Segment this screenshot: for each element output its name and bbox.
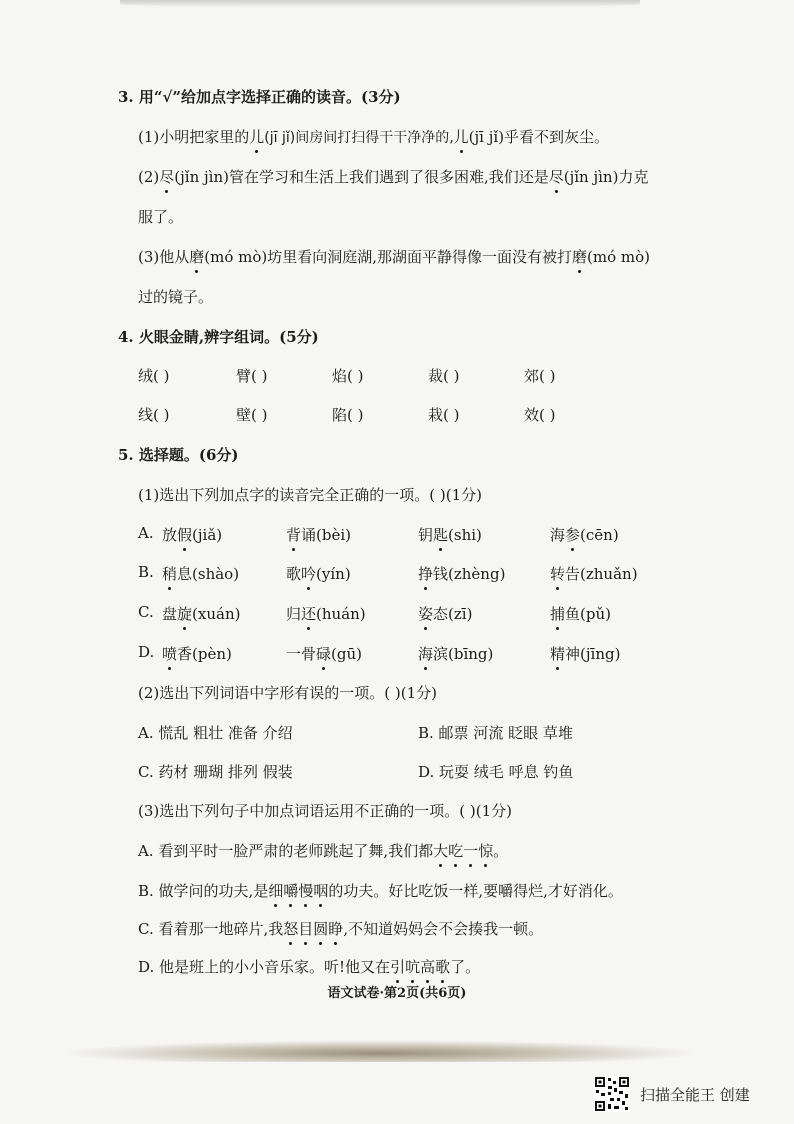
q5-part2-option: A. 慌乱 粗壮 准备 介绍	[138, 724, 293, 742]
scanner-watermark	[594, 1076, 784, 1112]
q5-part3-prompt: (3)选出下列句子中加点词语运用不正确的一项。( )(1分)	[138, 802, 512, 820]
q4-row2-item: 线( )	[138, 406, 170, 424]
q4-row1-item: 郊( )	[524, 367, 556, 385]
q5-part1-option-item: 精神(jīng)	[550, 645, 621, 663]
q5-part2-prompt: (2)选出下列词语中字形有误的一项。( )(1分)	[138, 684, 437, 702]
q5-part1-option-label: D.	[138, 643, 155, 661]
q5-part1-option-item: 放假(jiǎ)	[162, 526, 223, 544]
q4-row1-item: 臂( )	[236, 367, 268, 385]
q4-title: 4. 火眼金睛,辨字组词。(5分)	[118, 328, 319, 346]
qr-code-icon	[594, 1076, 630, 1112]
q5-part3-option-a: A. 看到平时一脸严肃的老师跳起了舞,我们都大吃一惊。	[138, 842, 509, 860]
q5-part2-option: D. 玩耍 绒毛 呼息 钓鱼	[418, 763, 574, 781]
q5-part3-option-d: D. 他是班上的小小音乐家。听!他又在引吭高歌了。	[138, 958, 481, 976]
q5-part1-option-item: 挣钱(zhèng)	[418, 565, 506, 583]
q5-part1-prompt: (1)选出下列加点字的读音完全正确的一项。( )(1分)	[138, 486, 482, 504]
q3-sentence-2: (2)尽(jǐn jìn)管在学习和生活上我们遇到了很多困难,我们还是尽(jǐn jìn)力克	[138, 168, 649, 186]
q5-part1-option-item: 转告(zhuǎn)	[550, 565, 638, 583]
q5-part1-option-item: 钥匙(shi)	[418, 526, 482, 544]
q5-part1-option-item: 稍息(shào)	[162, 565, 240, 583]
q5-part1-option-label: A.	[138, 524, 154, 542]
q4-row2-item: 陷( )	[332, 406, 364, 424]
q5-part1-option-item: 一骨碌(gū)	[286, 645, 362, 663]
q4-row2-item: 壁( )	[236, 406, 268, 424]
q5-part1-option-item: 捕鱼(pǔ)	[550, 605, 611, 623]
q5-part1-option-item: 歌吟(yín)	[286, 565, 351, 583]
q3-sentence-3: (3)他从磨(mó mò)坊里看向洞庭湖,那湖面平静得像一面没有被打磨(mó mò)	[138, 248, 651, 266]
q3-title: 3. 用“√”给加点字选择正确的读音。(3分)	[118, 88, 401, 106]
q5-title: 5. 选择题。(6分)	[118, 446, 239, 464]
q5-part1-option-item: 喷香(pèn)	[162, 645, 232, 663]
q4-row1-item: 绒( )	[138, 367, 170, 385]
q3-sentence-1: (1)小明把家里的儿(jī jǐ)间房间打扫得干干净净的,儿(jī jǐ)乎看不到灰尘。	[138, 128, 610, 146]
q5-part1-option-item: 盘旋(xuán)	[162, 605, 241, 623]
q5-part1-option-item: 背诵(bèi)	[286, 526, 351, 544]
q5-part1-option-label: B.	[138, 563, 154, 581]
q5-part3-option-b: B. 做学问的功夫,是细嚼慢咽的功夫。好比吃饭一样,要嚼得烂,才好消化。	[138, 882, 623, 900]
q4-row1-item: 裁( )	[428, 367, 460, 385]
q4-row1-item: 焰( )	[332, 367, 364, 385]
q5-part1-option-label: C.	[138, 603, 154, 621]
scanner-brand-text: 扫描全能王 创建	[640, 1086, 750, 1104]
q5-part2-option: C. 药材 珊瑚 排列 假装	[138, 763, 293, 781]
q5-part3-option-c: C. 看着那一地碎片,我怒目圆睁,不知道妈妈会不会揍我一顿。	[138, 920, 544, 938]
q5-part1-option-item: 海参(cēn)	[550, 526, 619, 544]
q5-part1-option-item: 姿态(zī)	[418, 605, 473, 623]
q5-part2-option: B. 邮票 河流 眨眼 草堆	[418, 724, 573, 742]
q4-row2-item: 效( )	[524, 406, 556, 424]
q3-sentence-3-cont: 过的镜子。	[138, 288, 214, 306]
q5-part1-option-item: 归还(huán)	[286, 605, 366, 623]
q5-part1-option-item: 海滨(bīng)	[418, 645, 494, 663]
q3-sentence-2-cont: 服了。	[138, 208, 184, 226]
page-footer: 语文试卷·第2页(共6页)	[327, 986, 467, 1001]
q4-row2-item: 栽( )	[428, 406, 460, 424]
